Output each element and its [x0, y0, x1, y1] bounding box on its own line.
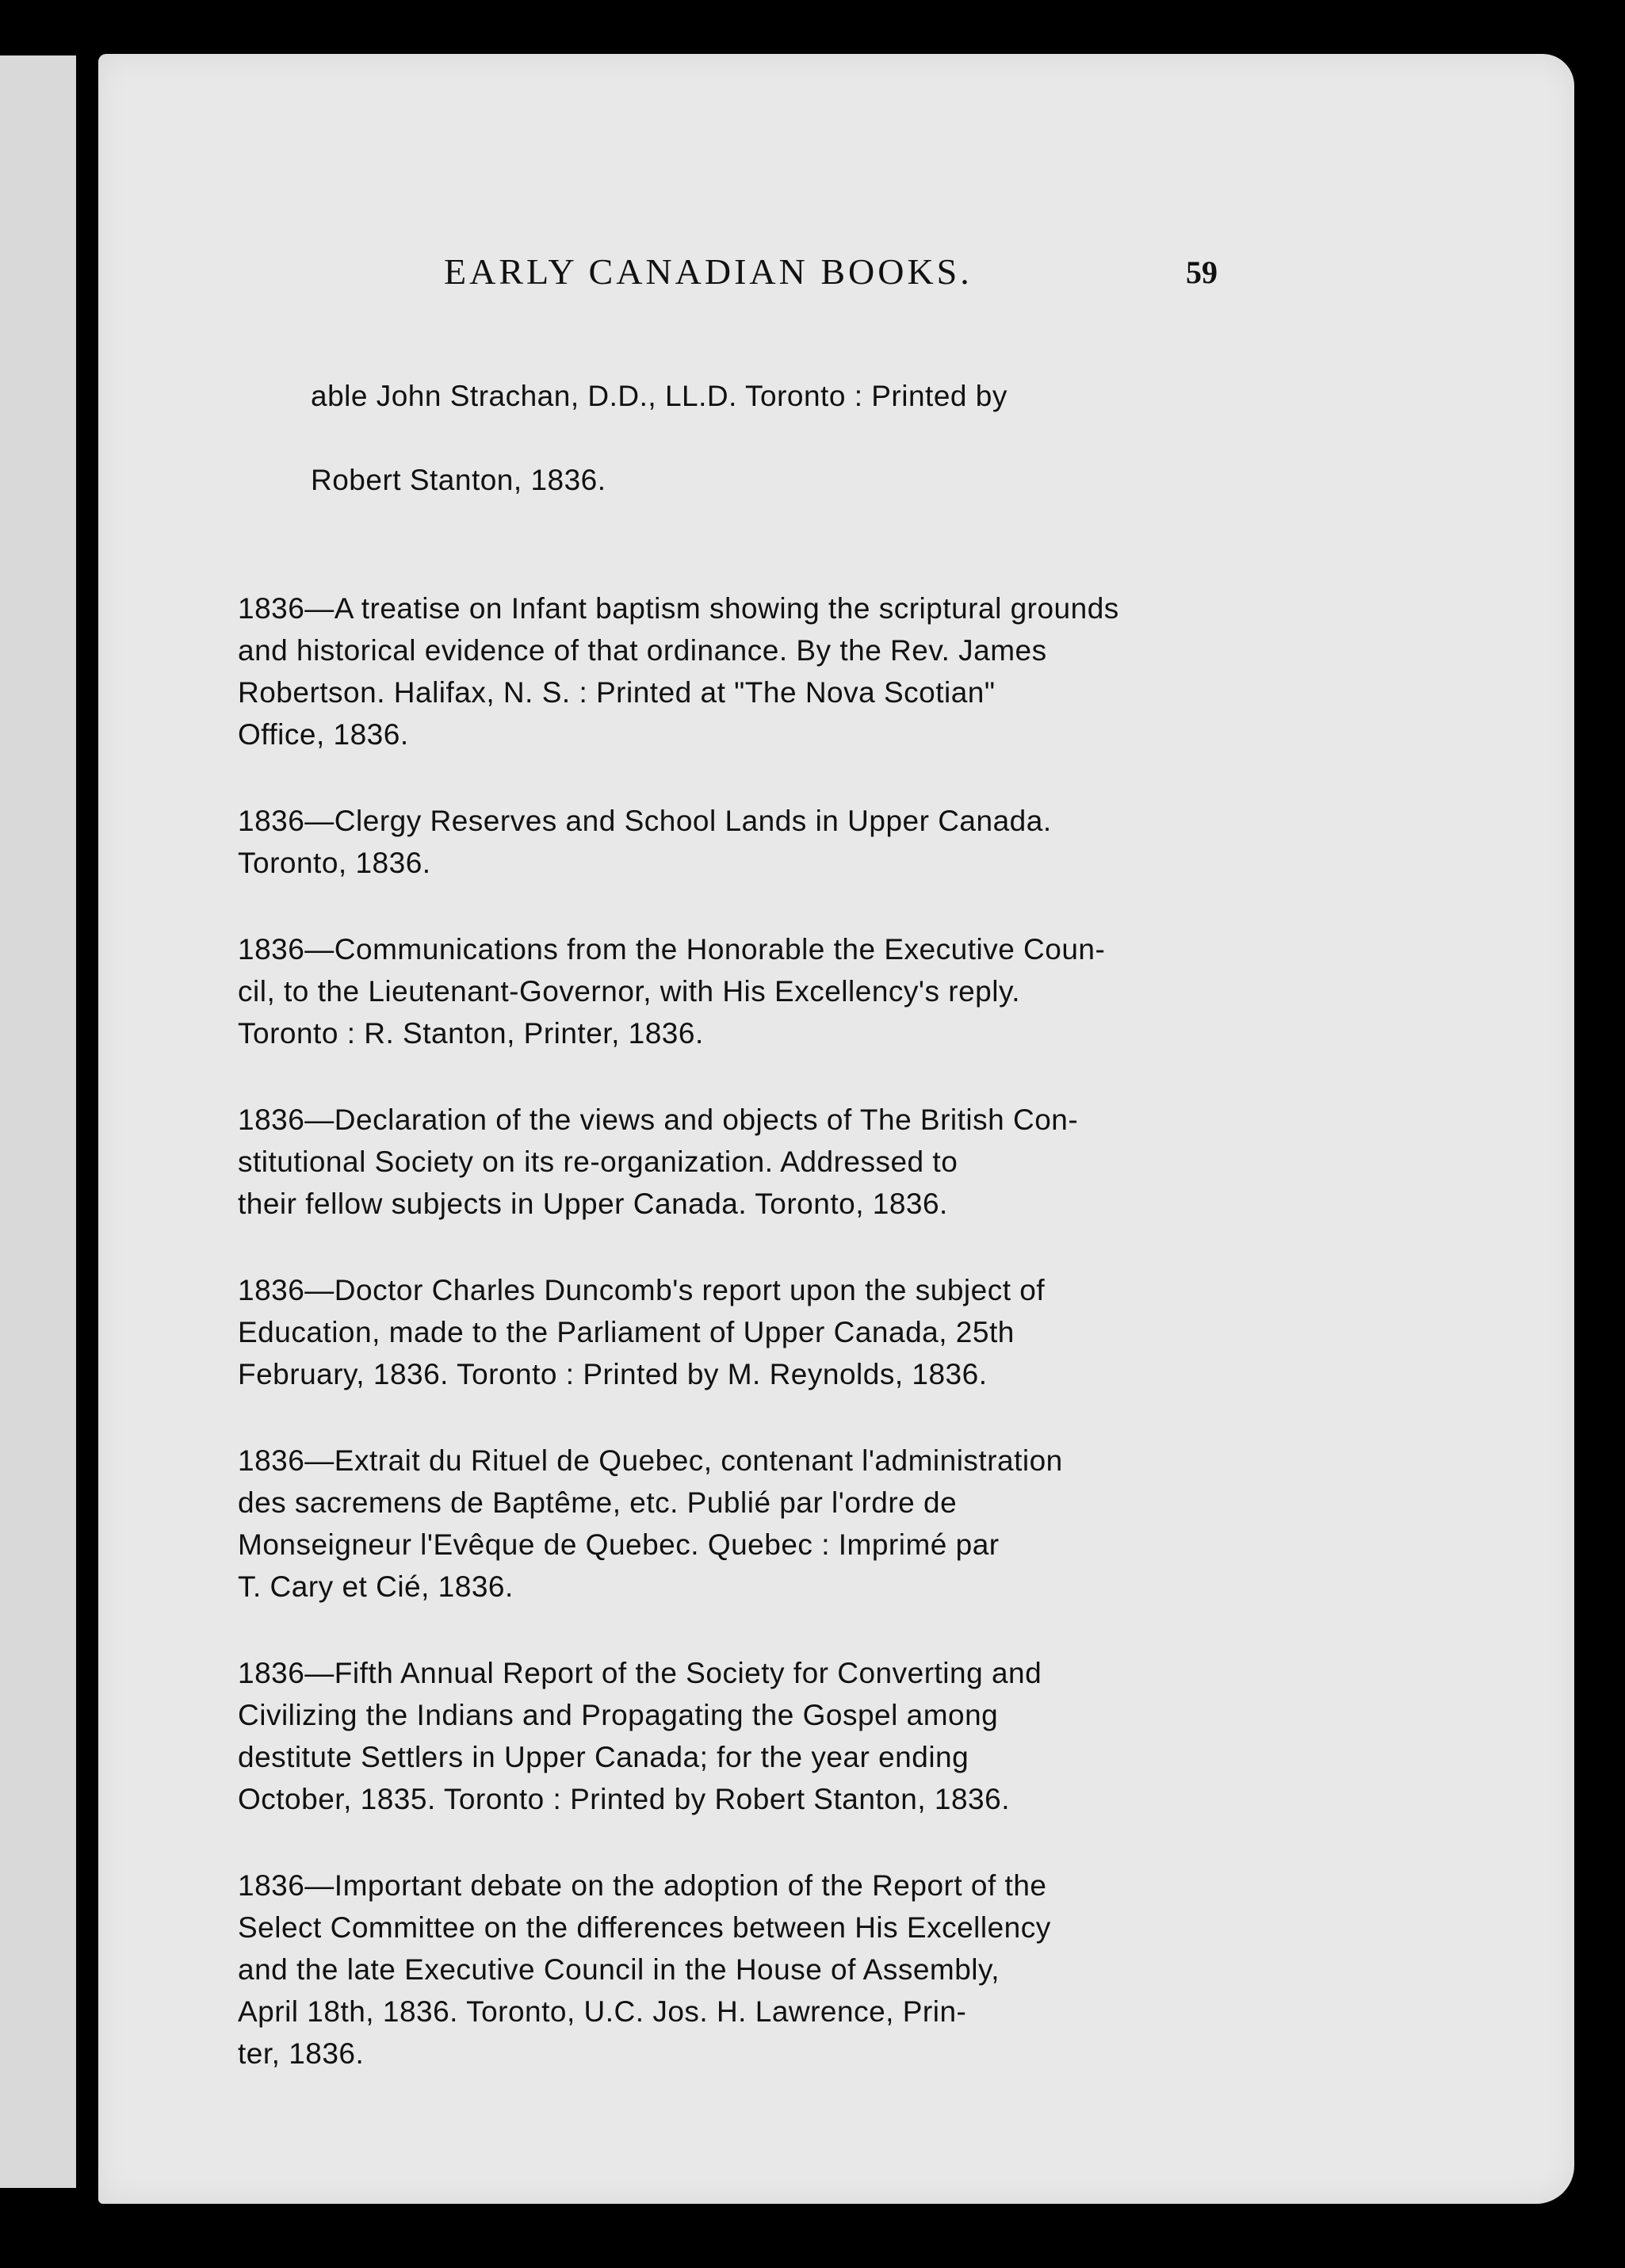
entry-line: 1836—A treatise on Infant baptism showing the scriptural grounds	[238, 592, 1119, 625]
entry-line: Robertson. Halifax, N. S. : Printed at "The Nova Scotian"	[238, 676, 996, 709]
entry-line: and the late Executive Council in the House of Assembly,	[238, 1953, 1000, 1986]
entry-line: February, 1836. Toronto : Printed by M. Reynolds, 1836.	[238, 1358, 988, 1390]
bibliography-entry	[238, 800, 1221, 884]
bibliography-entry	[238, 1865, 1221, 2075]
entry-list	[238, 587, 1221, 2075]
entry-line: destitute Settlers in Upper Canada; for the year ending	[238, 1741, 969, 1773]
bibliography-entry	[238, 1652, 1221, 1820]
entry-line: Education, made to the Parliament of Upper Canada, 25th	[238, 1316, 1015, 1348]
entry-line: T. Cary et Cié, 1836.	[238, 1570, 514, 1603]
entry-line: their fellow subjects in Upper Canada. Toronto, 1836.	[238, 1188, 948, 1220]
running-title: EARLY CANADIAN BOOKS.	[444, 251, 973, 292]
entry-line: 1836—Clergy Reserves and School Lands in Upper Canada.	[238, 805, 1052, 837]
entry-line: cil, to the Lieutenant-Governor, with His Excellency's reply.	[238, 975, 1020, 1008]
entry-line: stitutional Society on its re-organization. Addressed to	[238, 1145, 958, 1178]
running-head	[0, 251, 1625, 298]
page-number: 59	[1186, 254, 1218, 290]
bibliography-entry	[238, 928, 1221, 1054]
bibliography-entry	[238, 1099, 1221, 1225]
entry-line: ter, 1836.	[238, 2037, 365, 2070]
bibliography-text	[238, 333, 1221, 2075]
entry-line: April 18th, 1836. Toronto, U.C. Jos. H. Lawrence, Prin-	[238, 1995, 967, 2028]
entry-line: 1836—Fifth Annual Report of the Society for Converting and	[238, 1657, 1042, 1689]
bibliography-entry	[238, 1269, 1221, 1395]
entry-line: Robert Stanton, 1836.	[311, 464, 606, 496]
entry-line: 1836—Declaration of the views and objects of The British Con-	[238, 1103, 1079, 1136]
entry-line: des sacremens de Baptême, etc. Publié par l'ordre de	[238, 1486, 958, 1519]
facing-page-edge	[0, 55, 76, 2188]
entry-line: Office, 1836.	[238, 718, 409, 751]
entry-line: 1836—Extrait du Rituel de Quebec, contenant l'administration	[238, 1444, 1063, 1477]
entry-line: Toronto : R. Stanton, Printer, 1836.	[238, 1017, 704, 1050]
entry-line: Civilizing the Indians and Propagating the Gospel among	[238, 1699, 999, 1731]
entry-line: October, 1835. Toronto : Printed by Robert Stanton, 1836.	[238, 1783, 1010, 1815]
entry-line: 1836—Doctor Charles Duncomb's report upon the subject of	[238, 1274, 1046, 1306]
entry-line: 1836—Important debate on the adoption of the Report of the	[238, 1869, 1047, 1902]
bibliography-entry	[238, 587, 1221, 755]
entry-line: Select Committee on the differences between His Excellency	[238, 1911, 1051, 1944]
entry-line: and historical evidence of that ordinance. By the Rev. James	[238, 634, 1047, 667]
bibliography-entry	[238, 1440, 1221, 1608]
entry-line: Toronto, 1836.	[238, 847, 431, 879]
entry-line: Monseigneur l'Evêque de Quebec. Quebec : Imprimé par	[238, 1528, 1000, 1561]
entry-line: 1836—Communications from the Honorable the Executive Coun-	[238, 933, 1106, 966]
entry-line: able John Strachan, D.D., LL.D. Toronto : Printed by	[311, 380, 1008, 412]
continued-entry	[238, 333, 1221, 543]
